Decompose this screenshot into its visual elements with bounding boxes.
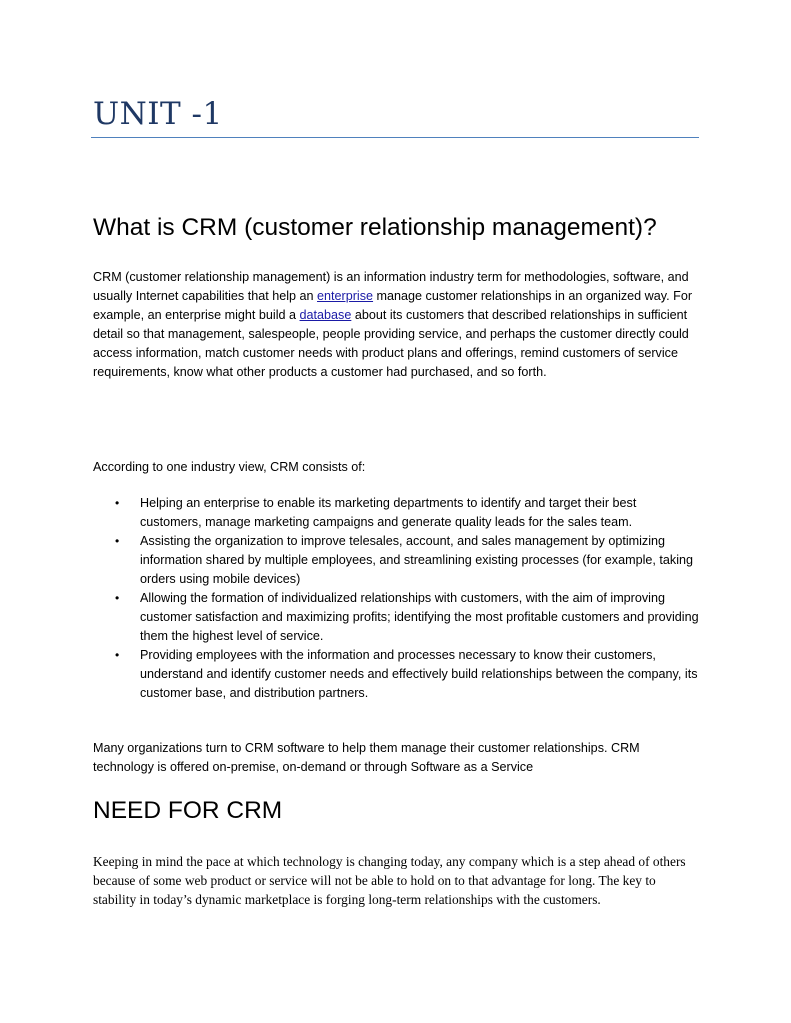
need-for-crm-heading: NEED FOR CRM: [93, 797, 283, 824]
need-for-crm-paragraph: Keeping in mind the pace at which technology is changing today, any company which is a step ahead of others because of some web product or service will not be able to hold on to that advantage for long. The key to stability in today’s dynamic marketplace is forging long-term relationships with the customers.: [93, 854, 686, 907]
crm-software-paragraph: Many organizations turn to CRM software to help them manage their customer relationships. CRM technology is offered on-premise, on-demand or through Software as a Service: [93, 741, 640, 774]
list-item-text: Allowing the formation of individualized relationships with customers, with the aim of improving customer satisfaction and maximizing profits; identifying the most profitable customers and providing them the highest level of service.: [140, 591, 699, 643]
industry-view-paragraph: According to one industry view, CRM consists of:: [93, 460, 366, 474]
bullet-icon: •: [115, 591, 120, 605]
bullet-icon: •: [115, 534, 120, 548]
list-item: [93, 494, 699, 532]
crm-definition-text-2: manage customer relationships in an organized way. For example, an enterprise might build a: [93, 289, 693, 322]
list-item: [93, 589, 699, 646]
bullet-icon: •: [115, 496, 120, 510]
list-item-text: Assisting the organization to improve telesales, account, and sales management by optimizing information shared by multiple employees, and streamlining existing processes (for example, taking orders using mobile devices): [140, 534, 693, 586]
enterprise-link[interactable]: enterprise: [317, 289, 374, 303]
database-link[interactable]: database: [299, 308, 352, 322]
list-item-text: Helping an enterprise to enable its marketing departments to identify and target their best customers, manage marketing campaigns and generate quality leads for the sales team.: [140, 496, 637, 529]
crm-heading: What is CRM (customer relationship management)?: [93, 214, 657, 241]
crm-definition-text-1: CRM (customer relationship management) is an information industry term for methodologies, software, and usually Internet capabilities that help an: [93, 270, 689, 303]
list-item: [93, 532, 699, 589]
crm-components-list: [93, 494, 699, 703]
list-item-text: Providing employees with the information and processes necessary to know their customers, understand and identify customer needs and effectively build relationships between the company, its customer base, and distribution partners.: [140, 648, 698, 700]
crm-definition-text-3: about its customers that described relationships in sufficient detail so that management, salespeople, people providing service, and perhaps the customer directly could access information, match customer needs with product plans and offerings, remind customers of service requirements, know what other products a customer had purchased, and so forth.: [93, 308, 689, 379]
unit-title: UNIT -1: [93, 96, 223, 132]
bullet-icon: •: [115, 648, 120, 662]
title-underline-rule: [91, 137, 699, 138]
list-item: [93, 646, 699, 703]
crm-definition-paragraph: [93, 268, 699, 382]
